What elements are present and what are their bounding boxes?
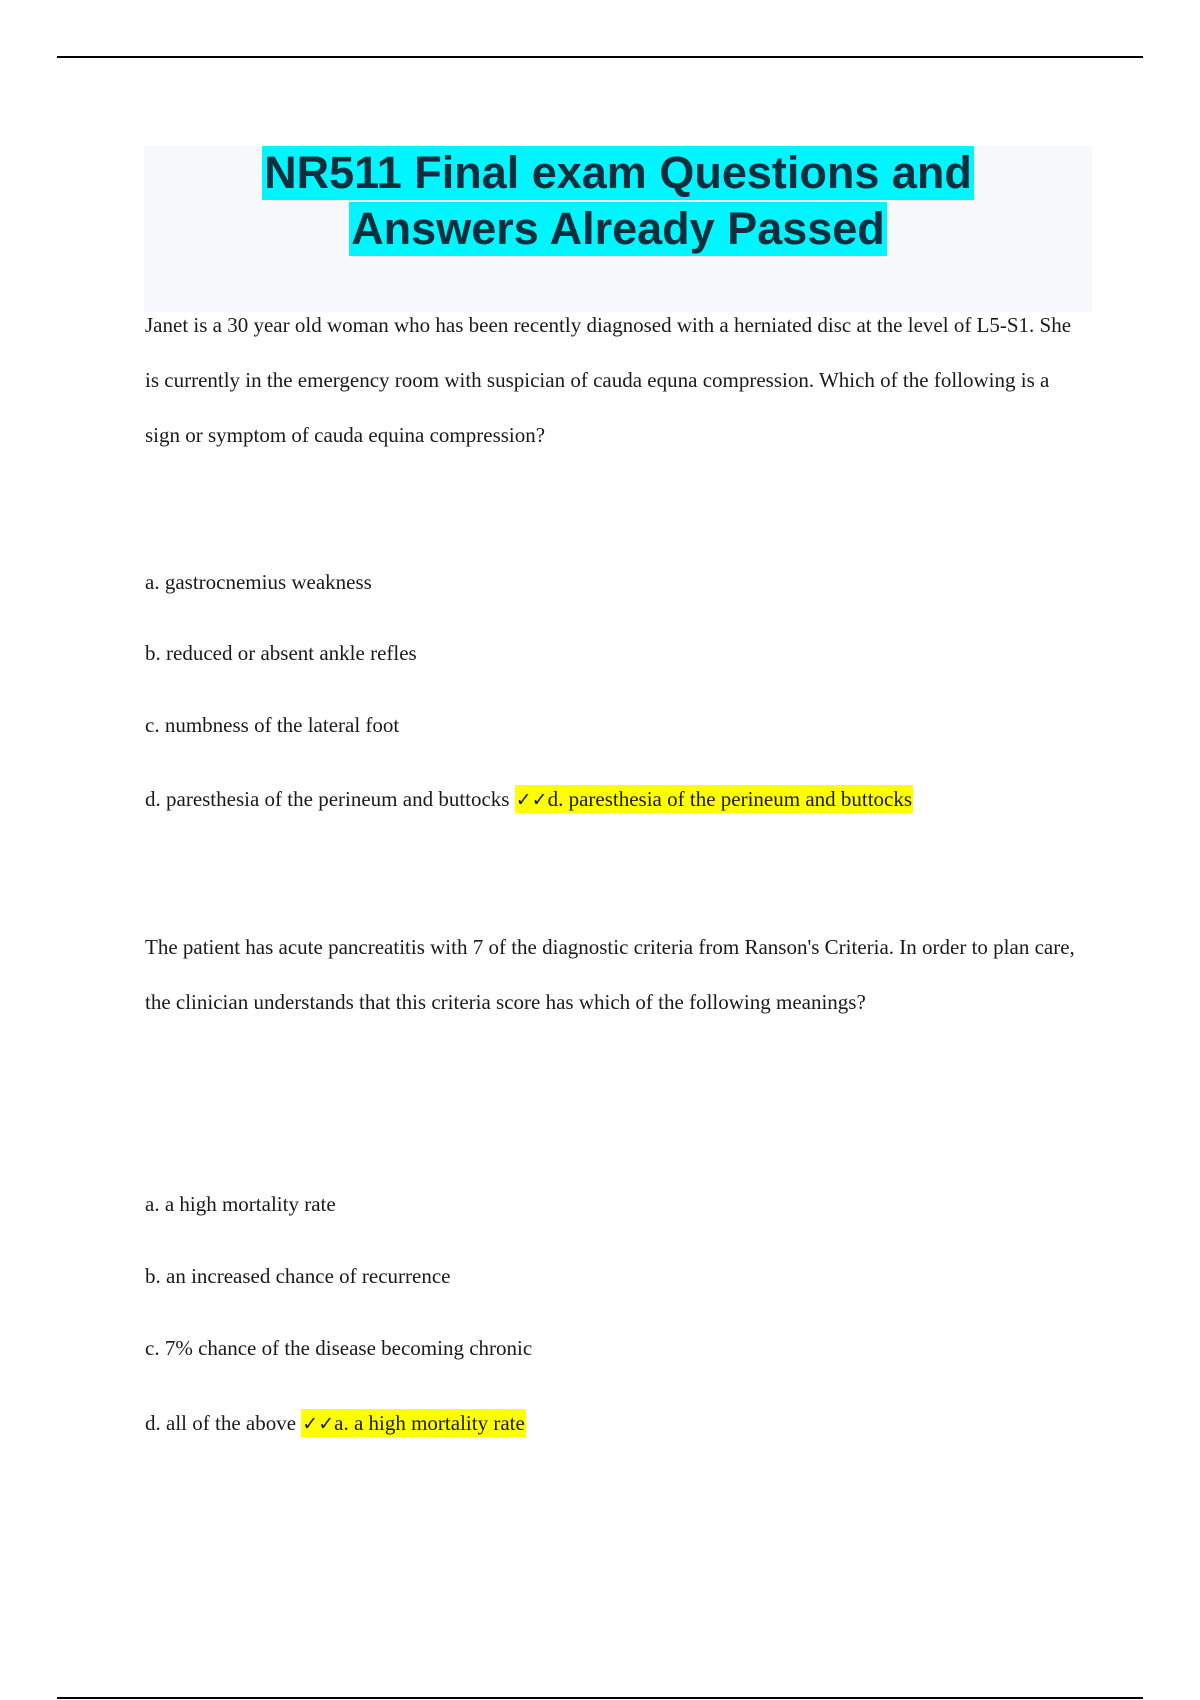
page-title	[262, 146, 974, 258]
title-line-1: NR511 Final exam Questions and	[264, 147, 972, 198]
top-rule	[57, 56, 1143, 58]
question-1-option-c: c. numbness of the lateral foot	[145, 713, 400, 737]
question-2-answer	[301, 1409, 526, 1437]
question-1-option-d: d. paresthesia of the perineum and buttocks	[145, 787, 510, 811]
question-2-option-a: a. a high mortality rate	[145, 1192, 336, 1216]
question-2-option-b: b. an increased chance of recurrence	[145, 1264, 451, 1288]
check-mark-icon: ✓✓	[302, 1413, 335, 1435]
question-2-stem: The patient has acute pancreatitis with 7 of the diagnostic criteria from Ranson's Criteria. In order to plan care, the clinician understands that this criteria score has which of the following meanings?	[145, 935, 1075, 1014]
question-1-stem: Janet is a 30 year old woman who has been recently diagnosed with a herniated disc at the level of L5-S1. She is currently in the emergency room with suspician of cauda equna compression. Which of the following is a sign or symptom of cauda equina compression?	[145, 313, 1072, 447]
question-1-answer-text: d. paresthesia of the perineum and buttocks	[547, 787, 913, 811]
question-2-option-d: d. all of the above	[145, 1411, 297, 1435]
question-2-option-c: c. 7% chance of the disease becoming chronic	[145, 1336, 533, 1360]
question-1-option-b: b. reduced or absent ankle refles	[145, 641, 417, 665]
question-1-answer	[515, 785, 913, 813]
title-line-2: Answers Already Passed	[351, 203, 885, 254]
check-mark-icon: ✓✓	[515, 789, 548, 811]
title-block	[144, 146, 1092, 312]
bottom-rule	[57, 1697, 1143, 1699]
question-2-answer-text: a. a high mortality rate	[334, 1411, 525, 1435]
question-2-option-d-row	[145, 1408, 1145, 1439]
question-1-option-a: a. gastrocnemius weakness	[145, 570, 372, 594]
question-1-option-d-row	[145, 784, 1145, 815]
